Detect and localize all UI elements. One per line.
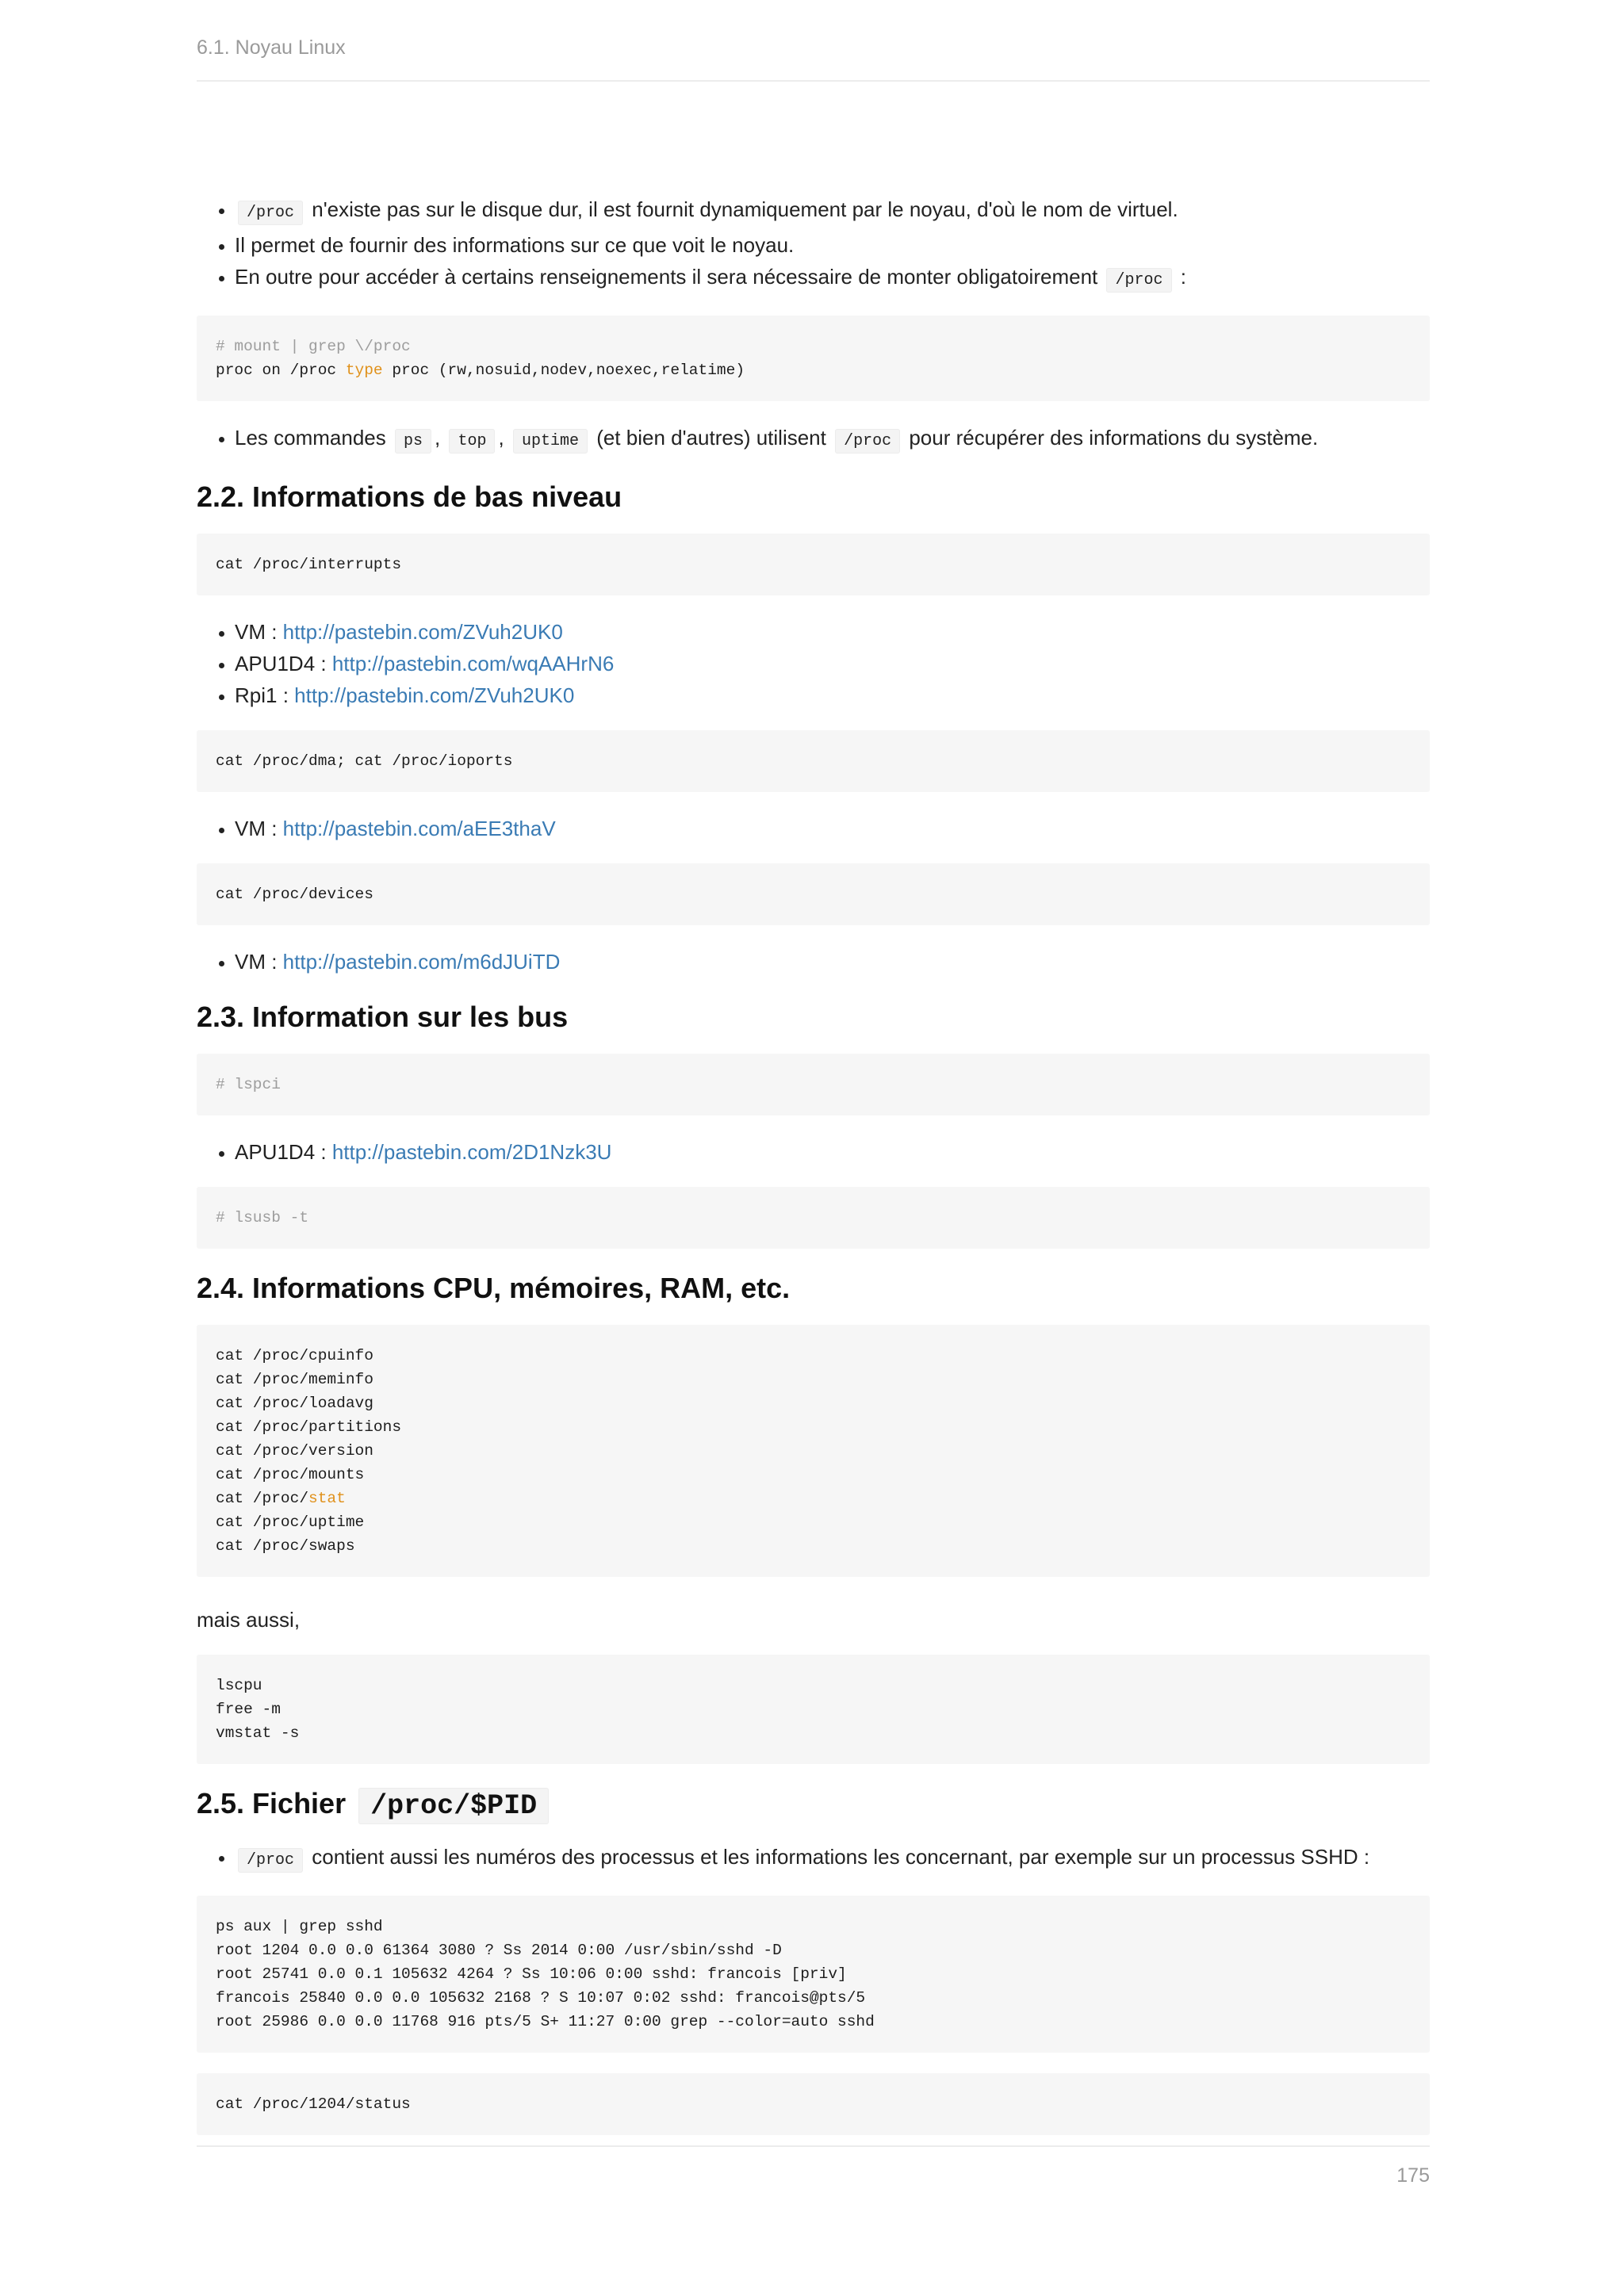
code-block-ps [197, 1896, 1430, 2053]
code-line: cat /proc/partitions [216, 1418, 402, 1436]
list-item-text: En outre pour accéder à certains renseignements il sera nécessaire de monter obligatoirement [235, 265, 1104, 289]
pid-list [197, 1841, 1430, 1877]
code-block [197, 534, 1430, 595]
header-rule [197, 80, 1430, 82]
code-line: root 25986 0.0 0.0 11768 916 pts/5 S+ 11:27 0:00 grep --color=auto sshd [216, 2013, 875, 2030]
link-label: VM : [235, 817, 283, 840]
section-heading: 2.2. Informations de bas niveau [197, 480, 622, 513]
link-label: APU1D4 : [235, 1140, 332, 1164]
separator: , [435, 426, 441, 450]
code-block-utils [197, 1655, 1430, 1764]
code-line: # lspci [216, 1076, 281, 1093]
code-line: cat /proc/mounts [216, 1466, 365, 1483]
code-line: vmstat -s [216, 1724, 300, 1742]
intro-list [197, 193, 1430, 297]
list-item-text: : [1174, 265, 1186, 289]
code-line: # mount | grep \/proc [216, 338, 411, 355]
list-item [235, 1841, 1430, 1877]
code-line [216, 1487, 1411, 1510]
code-block [197, 730, 1430, 792]
code-keyword: type [345, 362, 383, 379]
link-label: VM : [235, 620, 283, 644]
link-list [197, 813, 1430, 844]
code-line: ps aux | grep sshd [216, 1918, 383, 1935]
section-heading: 2.4. Informations CPU, mémoires, RAM, etc. [197, 1272, 791, 1304]
code-block-cat [197, 1325, 1430, 1577]
heading-text: 2.5. Fichier [197, 1787, 354, 1820]
code-block [197, 1187, 1430, 1249]
heading-code: /proc/$PID [358, 1788, 549, 1824]
inline-code: /proc [835, 429, 900, 453]
separator: , [498, 426, 504, 450]
list-item-text: (et bien d'autres) utilisent [590, 426, 833, 450]
code-block [197, 1054, 1430, 1115]
link-list [197, 946, 1430, 978]
code-text: cat /proc/ [216, 1490, 309, 1507]
footer-rule [197, 2145, 1430, 2147]
running-head: 6.1. Noyau Linux [197, 36, 346, 59]
code-line: cat /proc/meminfo [216, 1371, 373, 1388]
pastebin-link[interactable]: http://pastebin.com/ZVuh2UK0 [282, 620, 563, 644]
list-item-text: contient aussi les numéros des processus et les informations les concernant, par exemple sur un processus SSHD : [306, 1845, 1370, 1869]
code-line: # lsusb -t [216, 1209, 309, 1226]
pastebin-link[interactable]: http://pastebin.com/m6dJUiTD [282, 950, 561, 974]
commands-list [197, 422, 1430, 457]
inline-code: /proc [238, 1848, 303, 1873]
code-line: francois 25840 0.0 0.0 105632 2168 ? S 10:07 0:02 sshd: francois@pts/5 [216, 1989, 866, 2007]
code-line: cat /proc/uptime [216, 1513, 365, 1531]
code-line: cat /proc/interrupts [216, 556, 402, 573]
list-item-text: Les commandes [235, 426, 392, 450]
code-line: free -m [216, 1701, 281, 1718]
pastebin-link[interactable]: http://pastebin.com/wqAAHrN6 [331, 652, 615, 675]
link-label: Rpi1 : [235, 683, 295, 707]
code-line: cat /proc/version [216, 1442, 373, 1460]
code-line: cat /proc/dma; cat /proc/ioports [216, 752, 513, 770]
inline-code: /proc [238, 201, 303, 225]
code-line: cat /proc/cpuinfo [216, 1347, 373, 1364]
list-item [235, 261, 1430, 297]
list-item [235, 229, 1430, 261]
list-item [235, 648, 1430, 679]
pastebin-link[interactable]: http://pastebin.com/ZVuh2UK0 [294, 683, 575, 707]
code-block [197, 863, 1430, 925]
code-block [197, 2073, 1430, 2135]
code-text: proc on /proc [216, 362, 346, 379]
code-line: lscpu [216, 1677, 262, 1694]
code-block-mount [197, 316, 1430, 401]
section-heading: 2.3. Information sur les bus [197, 1001, 569, 1033]
link-label: VM : [235, 950, 283, 974]
code-keyword: stat [308, 1490, 346, 1507]
list-item [235, 193, 1430, 229]
code-line: root 1204 0.0 0.0 61364 3080 ? Ss 2014 0:00 /usr/sbin/sshd -D [216, 1942, 782, 1959]
inline-code: top [449, 429, 495, 453]
code-line: cat /proc/devices [216, 886, 373, 903]
list-item-text: Il permet de fournir des informations sur ce que voit le noyau. [235, 233, 795, 257]
inline-code: /proc [1106, 268, 1171, 293]
pastebin-link[interactable]: http://pastebin.com/aEE3thaV [282, 817, 556, 840]
link-list [197, 1136, 1430, 1168]
code-line: cat /proc/swaps [216, 1537, 355, 1555]
link-label: APU1D4 : [235, 652, 332, 675]
list-item-text: n'existe pas sur le disque dur, il est fournit dynamiquement par le noyau, d'où le nom de virtuel. [306, 197, 1178, 221]
list-item [235, 679, 1430, 711]
list-item [235, 616, 1430, 648]
list-item [235, 946, 1430, 978]
list-item-text: pour récupérer des informations du système. [903, 426, 1319, 450]
code-line: cat /proc/1204/status [216, 2095, 411, 2113]
pastebin-link[interactable]: http://pastebin.com/2D1Nzk3U [331, 1140, 612, 1164]
paragraph: mais aussi, [197, 1608, 301, 1632]
list-item [235, 422, 1430, 457]
code-text: proc (rw,nosuid,nodev,noexec,relatime) [382, 362, 745, 379]
inline-code: uptime [513, 429, 588, 453]
page-content [197, 193, 1430, 2156]
list-item [235, 813, 1430, 844]
code-line [216, 358, 1411, 382]
code-line: cat /proc/loadavg [216, 1395, 373, 1412]
link-list [197, 616, 1430, 711]
code-line: root 25741 0.0 0.1 105632 4264 ? Ss 10:06 0:00 sshd: francois [priv] [216, 1965, 847, 1983]
inline-code: ps [395, 429, 431, 453]
page-number: 175 [1396, 2164, 1430, 2187]
section-heading [197, 1786, 1430, 1823]
list-item [235, 1136, 1430, 1168]
